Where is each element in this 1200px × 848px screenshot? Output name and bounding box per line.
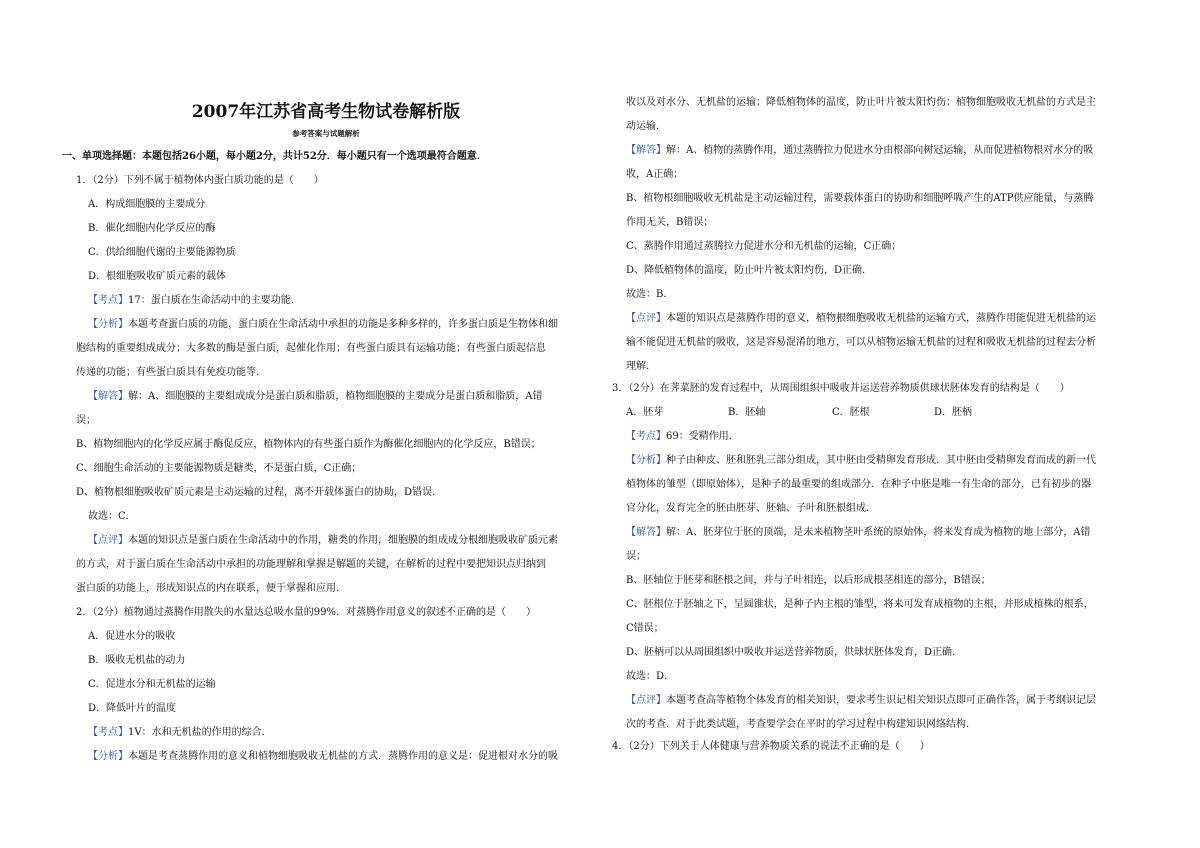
q2-option-b: B．吸收无机盐的动力 (88, 655, 186, 666)
q1-option-b: B．催化细胞内化学反应的酶 (88, 223, 216, 234)
question-4-stem: 4．（2分）下列关于人体健康与营养物质关系的说法不正确的是（ ） (612, 741, 930, 752)
q2-dianping-line: 理解． (626, 361, 656, 372)
kaodian-tag: 【考点】 (88, 295, 128, 306)
q3-option-b: B．胚轴 (728, 407, 766, 418)
q2-kaodian (88, 726, 272, 740)
question-3-stem: 3．（2分）在荠菜胚的发育过程中，从周围组织中吸收并运送营养物质供球状胚体发育的结构是（ ） (612, 383, 1070, 394)
dianping-tag: 【点评】 (626, 313, 666, 324)
fenxi-text: 种子由种皮、胚和胚乳三部分组成，其中胚由受精卵发育形成．其中胚由受精卵发育而成的新一代 (666, 455, 1096, 466)
q1-option-d: D．根细胞吸收矿质元素的载体 (88, 271, 227, 282)
q3-option-d: D．胚柄 (934, 407, 973, 418)
fenxi-tag: 【分析】 (626, 455, 666, 466)
dianping-text: 本题考查高等植物个体发育的相关知识，要求考生识记相关知识点即可正确作答，属于考纲识记层 (666, 695, 1096, 706)
q1-jieda-line: C、细胞生命活动的主要能源物质是糖类，不是蛋白质，C正确； (76, 463, 362, 474)
document-subtitle: 参考答案与试题解析 (292, 129, 360, 138)
q1-fenxi (88, 318, 558, 332)
document-title: 2007年江苏省高考生物试卷解析版 (191, 102, 461, 122)
jieda-text: 解：A、细胞膜的主要组成成分是蛋白质和脂质，植物细胞膜的主要成分是蛋白质和脂质，A错 (128, 391, 543, 402)
section-heading: 一、单项选择题：本题包括26小题，每小题2分，共计52分．每小题只有一个选项最符合题意． (62, 151, 487, 162)
q1-fenxi-line: 胞结构的重要组成成分；大多数的酶是蛋白质，起催化作用；有些蛋白质具有运输功能；有些蛋白质起信息 (76, 343, 546, 354)
q1-dianping (88, 534, 558, 548)
q1-option-a: A．构成细胞膜的主要成分 (88, 199, 206, 210)
q1-jieda-line: 误； (76, 415, 96, 426)
q3-option-c: C．胚根 (832, 407, 870, 418)
q3-dianping (626, 694, 1096, 708)
kaodian-text: 17：蛋白质在生命活动中的主要功能． (128, 295, 301, 306)
q1-jieda (88, 390, 542, 404)
question-2-stem: 2．（2分）植物通过蒸腾作用散失的水量达总吸水量的99%．对蒸腾作用意义的叙述不正确的是（ ） (76, 607, 536, 618)
jieda-text: 解：A、胚芽位于胚的顶端，是未来植物茎叶系统的原始体，将来发育成为植物的地上部分，A错 (666, 527, 1091, 538)
q3-fenxi-line: 官分化，发育完全的胚由胚芽、胚轴、子叶和胚根组成． (626, 503, 876, 514)
q2-option-c: C．促进水分和无机盐的运输 (88, 679, 216, 690)
q2-jieda-line: D、降低植物体的温度，防止叶片被太阳灼伤，D正确． (626, 265, 873, 276)
q2-option-a: A．促进水分的吸收 (88, 631, 176, 642)
q2-jieda-line: B、植物根细胞吸收无机盐是主动运输过程，需要载体蛋白的协助和细胞呼吸产生的ATP供应能量，与蒸腾 (626, 193, 1094, 204)
q3-option-a: A．胚芽 (626, 407, 664, 418)
kaodian-tag: 【考点】 (88, 727, 128, 738)
kaodian-text: 1V：水和无机盐的作用的综合． (128, 727, 272, 738)
q1-kaodian (88, 294, 301, 308)
q2-dianping (626, 312, 1096, 326)
q2-dianping-line: 输不能促进无机盐的吸收，这是容易混淆的地方，可以从植物运输无机盐的过程和吸收无机盐的过程去分析 (626, 337, 1096, 348)
q3-jieda-line: C错误； (626, 623, 664, 634)
jieda-tag: 【解答】 (626, 145, 666, 156)
dianping-tag: 【点评】 (88, 535, 128, 546)
jieda-text: 解：A、植物的蒸腾作用，通过蒸腾拉力促进水分由根部向树冠运输，从而促进植物根对水分的吸 (666, 145, 1094, 156)
question-1-stem: 1．（2分）下列不属于植物体内蛋白质功能的是（ ） (76, 175, 324, 186)
q1-dianping-line: 的方式，对于蛋白质在生命活动中承担的功能理解和掌握是解题的关键，在解析的过程中要把知识点归纳到 (76, 559, 546, 570)
fenxi-tag: 【分析】 (88, 751, 128, 762)
dianping-text: 本题的知识点是蒸腾作用的意义，植物根细胞吸收无机盐的运输方式，蒸腾作用能促进无机盐的运 (666, 313, 1096, 324)
q1-jieda-line: B、植物细胞内的化学反应属于酶促反应，植物体内的有些蛋白质作为酶催化细胞内的化学反应，B错误； (76, 439, 541, 450)
q2-fenxi-line: 动运输． (626, 121, 666, 132)
fenxi-text: 本题考查蛋白质的功能，蛋白质在生命活动中承担的功能是多种多样的，许多蛋白质是生物体和细 (128, 319, 558, 330)
q3-jieda (626, 526, 1090, 540)
fenxi-tag: 【分析】 (88, 319, 128, 330)
q2-answer: 故选：B． (626, 289, 674, 300)
dianping-text: 本题的知识点是蛋白质在生命活动中的作用，糖类的作用，细胞膜的组成成分根细胞吸收矿质元素 (128, 535, 558, 546)
q3-dianping-line: 次的考查．对于此类试题，考查要学会在平时的学习过程中构建知识网络结构． (626, 719, 976, 730)
q1-answer: 故选：C． (88, 511, 136, 522)
q1-dianping-line: 蛋白质的功能上，形成知识点的内在联系，便于掌握和应用． (76, 583, 346, 594)
jieda-tag: 【解答】 (626, 527, 666, 538)
q1-option-c: C．供给细胞代谢的主要能源物质 (88, 247, 236, 258)
q3-jieda-line: D、胚柄可以从周围组织中吸收并运送营养物质，供球状胚体发育，D正确． (626, 647, 963, 658)
q3-jieda-line: 误； (626, 551, 646, 562)
q2-fenxi-line: 收以及对水分、无机盐的运输；降低植物体的温度，防止叶片被太阳灼伤；植物细胞吸收无机盐的方式是主 (626, 97, 1096, 108)
q3-fenxi (626, 454, 1096, 468)
dianping-tag: 【点评】 (626, 695, 666, 706)
q2-fenxi (88, 750, 558, 764)
q3-jieda-line: C、胚根位于胚轴之下，呈圆锥状，是种子内主根的雏型，将来可发育成植物的主根，并形成植株的根系， (626, 599, 1094, 610)
q2-option-d: D．降低叶片的温度 (88, 703, 177, 714)
fenxi-text: 本题是考查蒸腾作用的意义和植物细胞吸收无机盐的方式．蒸腾作用的意义是：促进根对水分的吸 (128, 751, 558, 762)
jieda-tag: 【解答】 (88, 391, 128, 402)
q1-jieda-line: D、植物根细胞吸收矿质元素是主动运输的过程，离不开载体蛋白的协助，D错误． (76, 487, 443, 498)
q3-jieda-line: B、胚轴位于胚芽和胚根之间，并与子叶相连，以后形成根茎相连的部分，B错误； (626, 575, 991, 586)
q2-jieda (626, 144, 1093, 158)
q3-answer: 故选：D． (626, 671, 675, 682)
q1-fenxi-line: 传递的功能；有些蛋白质具有免疫功能等． (76, 367, 266, 378)
q2-jieda-line: C、蒸腾作用通过蒸腾拉力促进水分和无机盐的运输，C正确； (626, 241, 902, 252)
q2-jieda-line: 作用无关，B错误； (626, 217, 714, 228)
q2-jieda-line: 收，A正确； (626, 169, 684, 180)
kaodian-tag: 【考点】 (626, 431, 666, 442)
q3-fenxi-line: 植物体的雏型（即原始体），是种子的最重要的组成部分．在种子中胚是唯一有生命的部分，已有初步的器 (626, 479, 1091, 490)
q3-kaodian (626, 430, 739, 444)
kaodian-text: 69：受精作用． (666, 431, 739, 442)
